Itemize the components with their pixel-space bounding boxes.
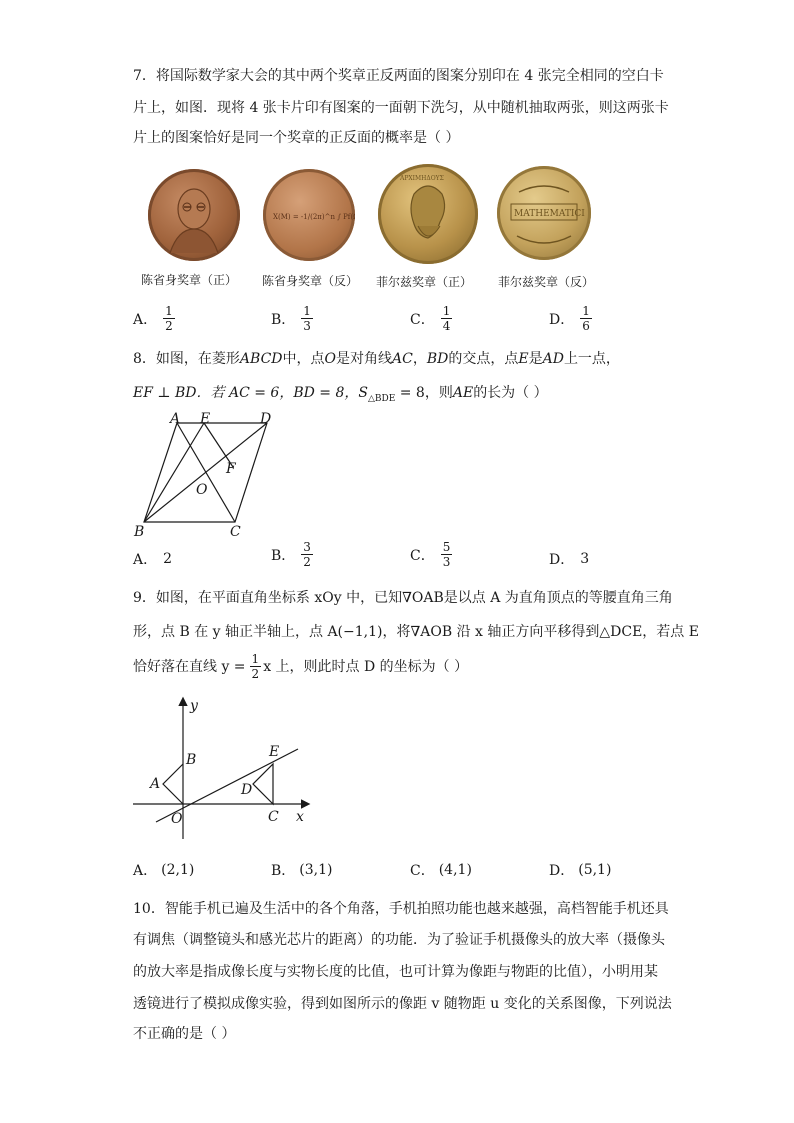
q8-line-1 (133, 349, 620, 369)
numerator: 1 (582, 304, 590, 318)
q7-line-2: 片上，如图．现将 4 张卡片印有图案的一面朝下洗匀，从中随机抽取两张，则这两张卡 (133, 100, 669, 116)
numerator: 1 (251, 652, 260, 666)
label-x: x (296, 809, 304, 825)
q7-line-1: 7．将国际数学家大会的其中两个奖章正反两面的图案分别印在 4 张完全相同的空白卡 (133, 68, 664, 84)
numerator: 3 (303, 540, 311, 554)
option-letter: C． (410, 311, 435, 328)
label-f: F (226, 461, 236, 477)
q10-line-3: 的放大率是指成像长度与实物长度的比值，也可计算为像距与物距的比值），小明用某 (133, 964, 658, 980)
numerator: 1 (442, 304, 451, 318)
q7-option-c[interactable] (410, 304, 452, 333)
medal-caption-4: 菲尔兹奖章（反） (498, 275, 595, 289)
denominator: 3 (442, 555, 451, 569)
math: AD (542, 351, 564, 367)
q7-option-d[interactable] (549, 304, 592, 333)
rhombus-diagram (130, 410, 290, 540)
q7-option-a[interactable] (133, 304, 175, 333)
numerator: 1 (303, 304, 311, 318)
q7-option-b[interactable] (271, 304, 313, 333)
numerator: 1 (165, 304, 173, 318)
portrait-icon (148, 169, 240, 261)
q9-option-a[interactable] (133, 860, 194, 880)
subscript: △BDE (367, 393, 396, 404)
denominator: 6 (582, 319, 590, 333)
triangle-oab (163, 764, 183, 804)
q8-line-2 (133, 383, 548, 409)
svg-text:X(M) = -1/(2π)^n ∫ Pf(Ω): X(M) = -1/(2π)^n ∫ Pf(Ω) (273, 213, 355, 221)
label-e: E (200, 411, 211, 427)
formula-icon (263, 169, 355, 261)
fraction (580, 304, 592, 333)
q9-line-1: 9．如图，在平面直角坐标系 xOy 中，已知∇OAB是以点 A 为直角顶点的等腰直角三角 (133, 590, 673, 606)
fraction (301, 540, 313, 569)
q7-line-3: 片上的图案恰好是同一个奖章的正反面的概率是（ ） (133, 130, 460, 146)
q9-option-b[interactable] (271, 860, 333, 880)
fraction (301, 304, 313, 333)
q8-option-a[interactable] (133, 549, 172, 569)
label-c: C (230, 524, 241, 540)
laurel-icon (497, 166, 591, 260)
svg-text:ΑΡΧΙΜΗΔΟΥΣ: ΑΡΧΙΜΗΔΟΥΣ (400, 175, 444, 182)
text: 的长为（ ） (473, 385, 548, 401)
option-letter: D． (549, 552, 575, 568)
math: E (518, 351, 529, 367)
text: 8．如图，在菱形 (133, 351, 240, 367)
label-c: C (268, 809, 279, 825)
text: 上一点， (563, 351, 620, 367)
text: x 上，则此时点 D 的坐标为（ ） (263, 658, 469, 675)
q8-option-d[interactable] (549, 549, 589, 569)
label-o: O (196, 482, 208, 498)
label-b: B (186, 752, 197, 768)
option-letter: B． (271, 311, 296, 328)
denominator: 4 (442, 319, 451, 333)
q10-line-4: 透镜进行了模拟成像实验，得到如图所示的像距 v 随物距 u 变化的关系图像，下列说法 (133, 996, 672, 1012)
q9-line-3 (133, 652, 468, 681)
denominator: 2 (165, 319, 173, 333)
option-value: (4,1) (438, 862, 472, 878)
option-letter: A． (133, 863, 158, 879)
text: 的交点，点 (448, 351, 519, 367)
coordinate-diagram (128, 694, 318, 844)
text: 恰好落在直线 y = (133, 658, 246, 675)
math: AE (452, 385, 474, 401)
option-letter: D． (549, 311, 575, 328)
segment-be (144, 423, 204, 522)
math: BD (426, 351, 449, 367)
option-value: 3 (580, 551, 590, 567)
numerator: 5 (442, 540, 451, 554)
denominator: 2 (303, 555, 311, 569)
option-letter: A． (133, 311, 158, 328)
q10-line-1: 10．智能手机已遍及生活中的各个角落，手机拍照功能也越来越强，高档智能手机还具 (133, 901, 669, 917)
svg-text:MATHEMATICI: MATHEMATICI (514, 209, 585, 219)
text: = 8，则 (395, 385, 453, 401)
math: AC (392, 351, 413, 367)
q9-option-c[interactable] (410, 860, 472, 880)
fields-medal-front-image (378, 164, 478, 264)
text: 中，点 (282, 351, 325, 367)
label-d: D (241, 782, 253, 798)
text: 是 (528, 351, 543, 367)
q8-option-c[interactable] (410, 540, 452, 569)
fraction (441, 540, 453, 569)
archimedes-profile-icon (378, 164, 478, 264)
option-value: 2 (163, 551, 173, 567)
math: ABCD (239, 351, 283, 367)
label-y: y (190, 698, 198, 714)
medal-caption-2: 陈省身奖章（反） (262, 274, 359, 288)
denominator: 3 (303, 319, 311, 333)
label-e: E (269, 744, 280, 760)
fraction (163, 304, 175, 333)
option-value: (3,1) (299, 862, 333, 878)
q10-line-5: 不正确的是（ ） (133, 1026, 236, 1042)
denominator: 2 (251, 667, 260, 681)
text: EF ⊥ BD．若 AC = 6，BD = 8，S (133, 385, 368, 401)
q8-option-b[interactable] (271, 540, 313, 569)
label-d: D (260, 411, 272, 427)
medal-caption-1: 陈省身奖章（正） (141, 273, 238, 287)
option-letter: B． (271, 863, 296, 879)
chern-medal-front-image (148, 169, 240, 261)
label-b: B (134, 524, 145, 540)
q9-line-2: 形，点 B 在 y 轴正半轴上，点 A(−1,1)，将∇AOB 沿 x 轴正方向平移得到△DCE，若点 E (133, 624, 699, 640)
text: 是对角线 (336, 351, 393, 367)
q10-line-2: 有调焦（调整镜头和感光芯片的距离）的功能．为了验证手机摄像头的放大率（摄像头 (133, 932, 665, 948)
text: ， (412, 351, 427, 367)
label-a: A (150, 776, 161, 792)
fields-medal-back-image (497, 166, 591, 260)
option-letter: B． (271, 547, 296, 564)
label-a: A (170, 411, 181, 427)
math: O (324, 351, 337, 367)
q9-option-d[interactable] (549, 860, 611, 880)
option-letter: C． (410, 863, 435, 879)
chern-medal-back-image (263, 169, 355, 261)
option-letter: D． (549, 863, 575, 879)
fraction (441, 304, 453, 333)
medal-caption-3: 菲尔兹奖章（正） (376, 275, 473, 289)
option-letter: C． (410, 547, 435, 564)
diagonal-bd (144, 423, 267, 522)
label-o: O (171, 811, 183, 827)
option-letter: A． (133, 552, 158, 568)
option-value: (2,1) (161, 862, 195, 878)
fraction (250, 652, 262, 681)
option-value: (5,1) (578, 862, 612, 878)
